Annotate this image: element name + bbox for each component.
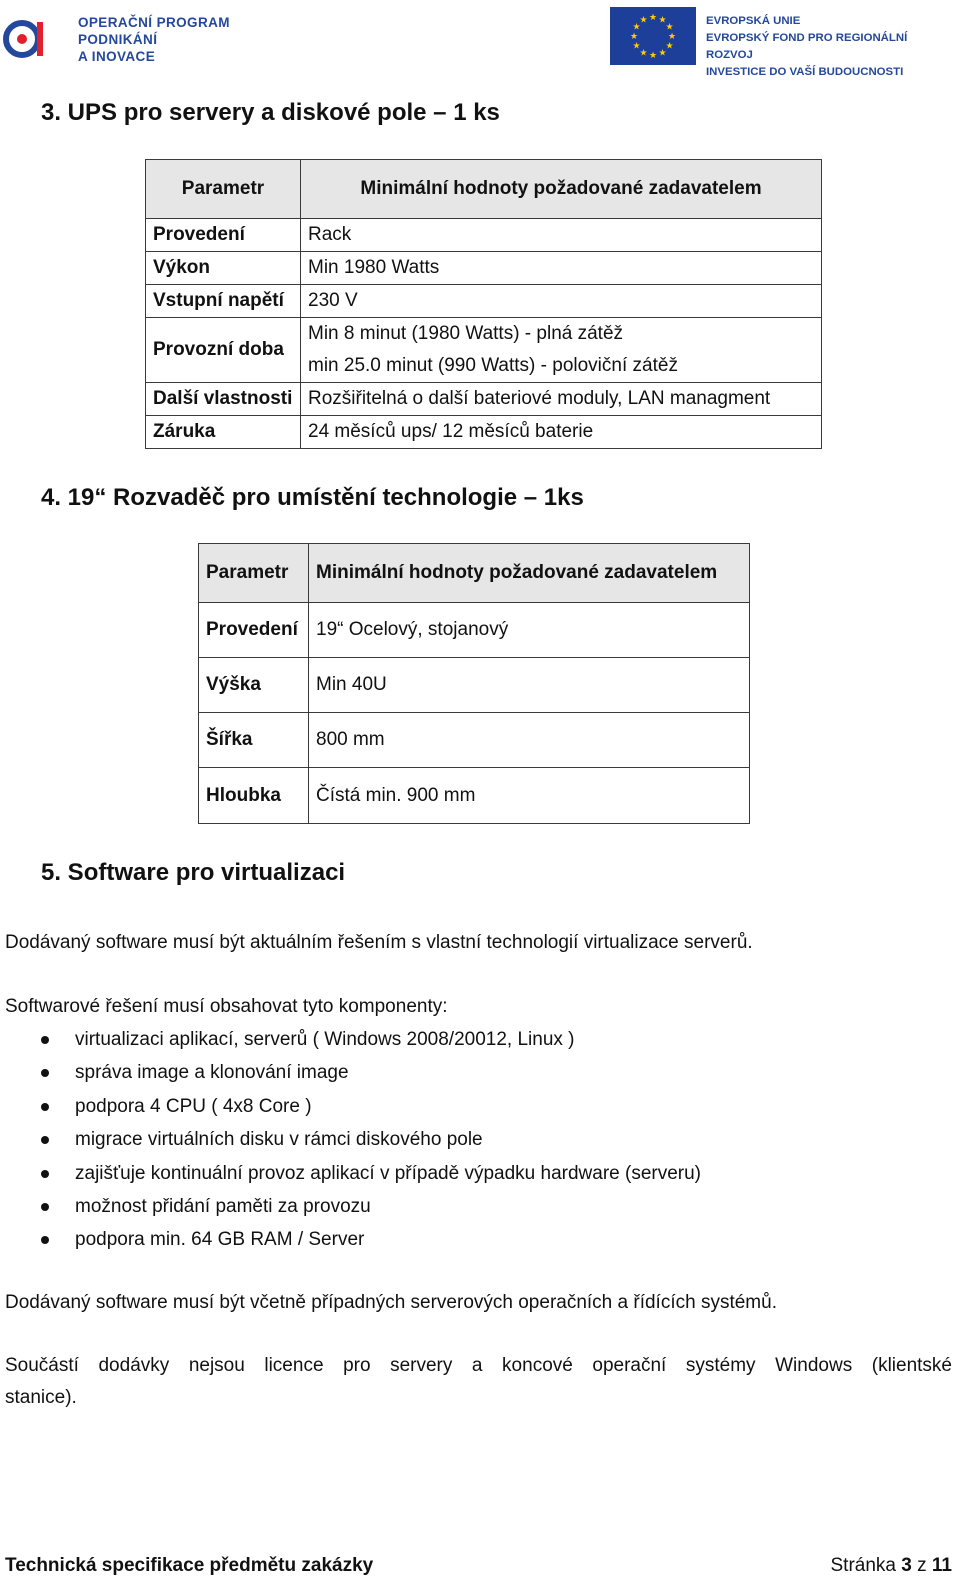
svg-text:★: ★: [629, 32, 639, 42]
list-item: [0, 1056, 952, 1089]
page-footer: [5, 1555, 952, 1577]
bullet-icon: [41, 1236, 49, 1244]
row-key: Provozní doba: [146, 318, 301, 383]
table-row: [146, 252, 822, 285]
bullet-icon: [41, 1103, 49, 1111]
list-item: [0, 1090, 952, 1123]
row-key: Provedení: [146, 219, 301, 252]
row-value: Rack: [301, 219, 822, 252]
bullet-icon: [41, 1170, 49, 1178]
row-value: Čístá min. 900 mm: [309, 768, 750, 824]
row-key: Provedení: [199, 603, 309, 658]
op-pik-logo-text: [78, 14, 230, 65]
bullet-icon: [41, 1203, 49, 1211]
svg-text:★: ★: [632, 41, 641, 52]
op-logo-line-2: PODNIKÁNÍ: [78, 32, 158, 47]
svg-text:★: ★: [648, 13, 658, 23]
list-item-text: migrace virtuálních disku v rámci diskového pole: [75, 1129, 483, 1151]
eu-flag-icon: [610, 7, 696, 65]
column-header-values: Minimální hodnoty požadované zadavatelem: [309, 544, 750, 603]
table-row: [146, 383, 822, 416]
svg-text:★: ★: [632, 22, 641, 33]
bullet-icon: [41, 1069, 49, 1077]
table-row: [146, 285, 822, 318]
row-value: 230 V: [301, 285, 822, 318]
row-value: 800 mm: [309, 713, 750, 768]
ups-spec-table: [145, 159, 822, 449]
licence-paragraph-line-2: stanice).: [5, 1387, 77, 1408]
list-item-text: podpora 4 CPU ( 4x8 Core ): [75, 1095, 312, 1117]
row-value: [301, 318, 822, 383]
table-row: [146, 318, 822, 383]
footer-page-separator: z: [917, 1555, 927, 1576]
section-3-heading: 3. UPS pro servery a diskové pole – 1 ks: [41, 99, 500, 126]
eu-logo: [610, 7, 950, 78]
components-intro-paragraph: Softwarové řešení musí obsahovat tyto komponenty:: [5, 996, 448, 1017]
row-value-line: min 25.0 minut (990 Watts) - poloviční zátěž: [308, 355, 678, 376]
footer-page-label: Stránka: [830, 1555, 896, 1576]
row-key: Vstupní napětí: [146, 285, 301, 318]
row-key: Další vlastnosti: [146, 383, 301, 416]
list-item: [0, 1123, 952, 1156]
bullet-icon: [41, 1136, 49, 1144]
footer-page-total: 11: [931, 1555, 952, 1576]
row-key: Výška: [199, 658, 309, 713]
footer-page-current: 3: [901, 1555, 912, 1576]
list-item-text: virtualizaci aplikací, serverů ( Windows 2008/20012, Linux ): [75, 1029, 575, 1050]
row-value: Min 40U: [309, 658, 750, 713]
svg-text:★: ★: [665, 41, 674, 52]
list-item-text: správa image a klonování image: [75, 1062, 349, 1084]
components-list: [0, 1023, 952, 1257]
list-item-text: podpora min. 64 GB RAM / Server: [75, 1229, 365, 1251]
table-row: [199, 713, 750, 768]
bullet-icon: [41, 1036, 49, 1044]
footer-document-title: Technická specifikace předmětu zakázky: [5, 1555, 374, 1576]
list-item: [0, 1023, 952, 1056]
column-header-parameter: Parametr: [199, 544, 309, 603]
row-key: Výkon: [146, 252, 301, 285]
table-header-row: [199, 544, 750, 603]
op-pik-logo-mark: [2, 14, 58, 64]
table-row: [199, 658, 750, 713]
section-5-heading: 5. Software pro virtualizaci: [41, 859, 346, 886]
eu-logo-line-3: INVESTICE DO VAŠÍ BUDOUCNOSTI: [706, 66, 904, 78]
row-value: Rozšiřitelná o další bateriové moduly, LAN managment: [301, 383, 822, 416]
row-key: Šířka: [199, 713, 309, 768]
table-row: [146, 416, 822, 449]
row-key: Hloubka: [199, 768, 309, 824]
row-value: Min 1980 Watts: [301, 252, 822, 285]
row-value: 24 měsíců ups/ 12 měsíců baterie: [301, 416, 822, 449]
rack-spec-table: [198, 543, 750, 824]
row-key: Záruka: [146, 416, 301, 449]
op-logo-line-1: OPERAČNÍ PROGRAM: [78, 15, 230, 30]
row-value: 19“ Ocelový, stojanový: [309, 603, 750, 658]
svg-text:★: ★: [658, 48, 667, 59]
list-item-text: možnost přidání paměti za provozu: [75, 1195, 371, 1217]
footer-page-number: [831, 1555, 953, 1577]
software-intro-paragraph: Dodávaný software musí být aktuálním řešením s vlastní technologií virtualizace serverů.: [5, 932, 753, 953]
column-header-parameter: Parametr: [146, 160, 301, 219]
os-paragraph: Dodávaný software musí být včetně případných serverových operačních a řídících systémů.: [5, 1292, 777, 1313]
svg-text:★: ★: [639, 48, 648, 59]
svg-text:★: ★: [648, 51, 658, 61]
section-4-heading: 4. 19“ Rozvaděč pro umístění technologie – 1ks: [41, 484, 584, 511]
column-header-values: Minimální hodnoty požadované zadavatelem: [301, 160, 822, 219]
op-pik-logo: [0, 6, 270, 66]
table-row: [199, 768, 750, 824]
svg-text:★: ★: [665, 22, 674, 33]
table-row: [146, 219, 822, 252]
svg-text:★: ★: [658, 15, 667, 26]
op-logo-line-3: A INOVACE: [78, 49, 156, 64]
table-header-row: [146, 160, 822, 219]
list-item-text: zajišťuje kontinuální provoz aplikací v případě výpadku hardware (serveru): [75, 1162, 701, 1184]
eu-logo-line-1: EVROPSKÁ UNIE: [706, 15, 801, 27]
row-value-line: Min 8 minut (1980 Watts) - plná zátěž: [308, 323, 624, 344]
table-row: [199, 603, 750, 658]
licence-paragraph-line-1: Součástí dodávky nejsou licence pro servery a koncové operační systémy Windows (klientské: [5, 1355, 952, 1376]
eu-logo-text: [706, 13, 950, 81]
list-item: [0, 1157, 952, 1190]
list-item: [0, 1223, 952, 1256]
svg-text:★: ★: [639, 15, 648, 26]
svg-text:★: ★: [667, 32, 677, 42]
eu-logo-line-2: EVROPSKÝ FOND PRO REGIONÁLNÍ ROZVOJ: [706, 32, 908, 61]
list-item: [0, 1190, 952, 1223]
